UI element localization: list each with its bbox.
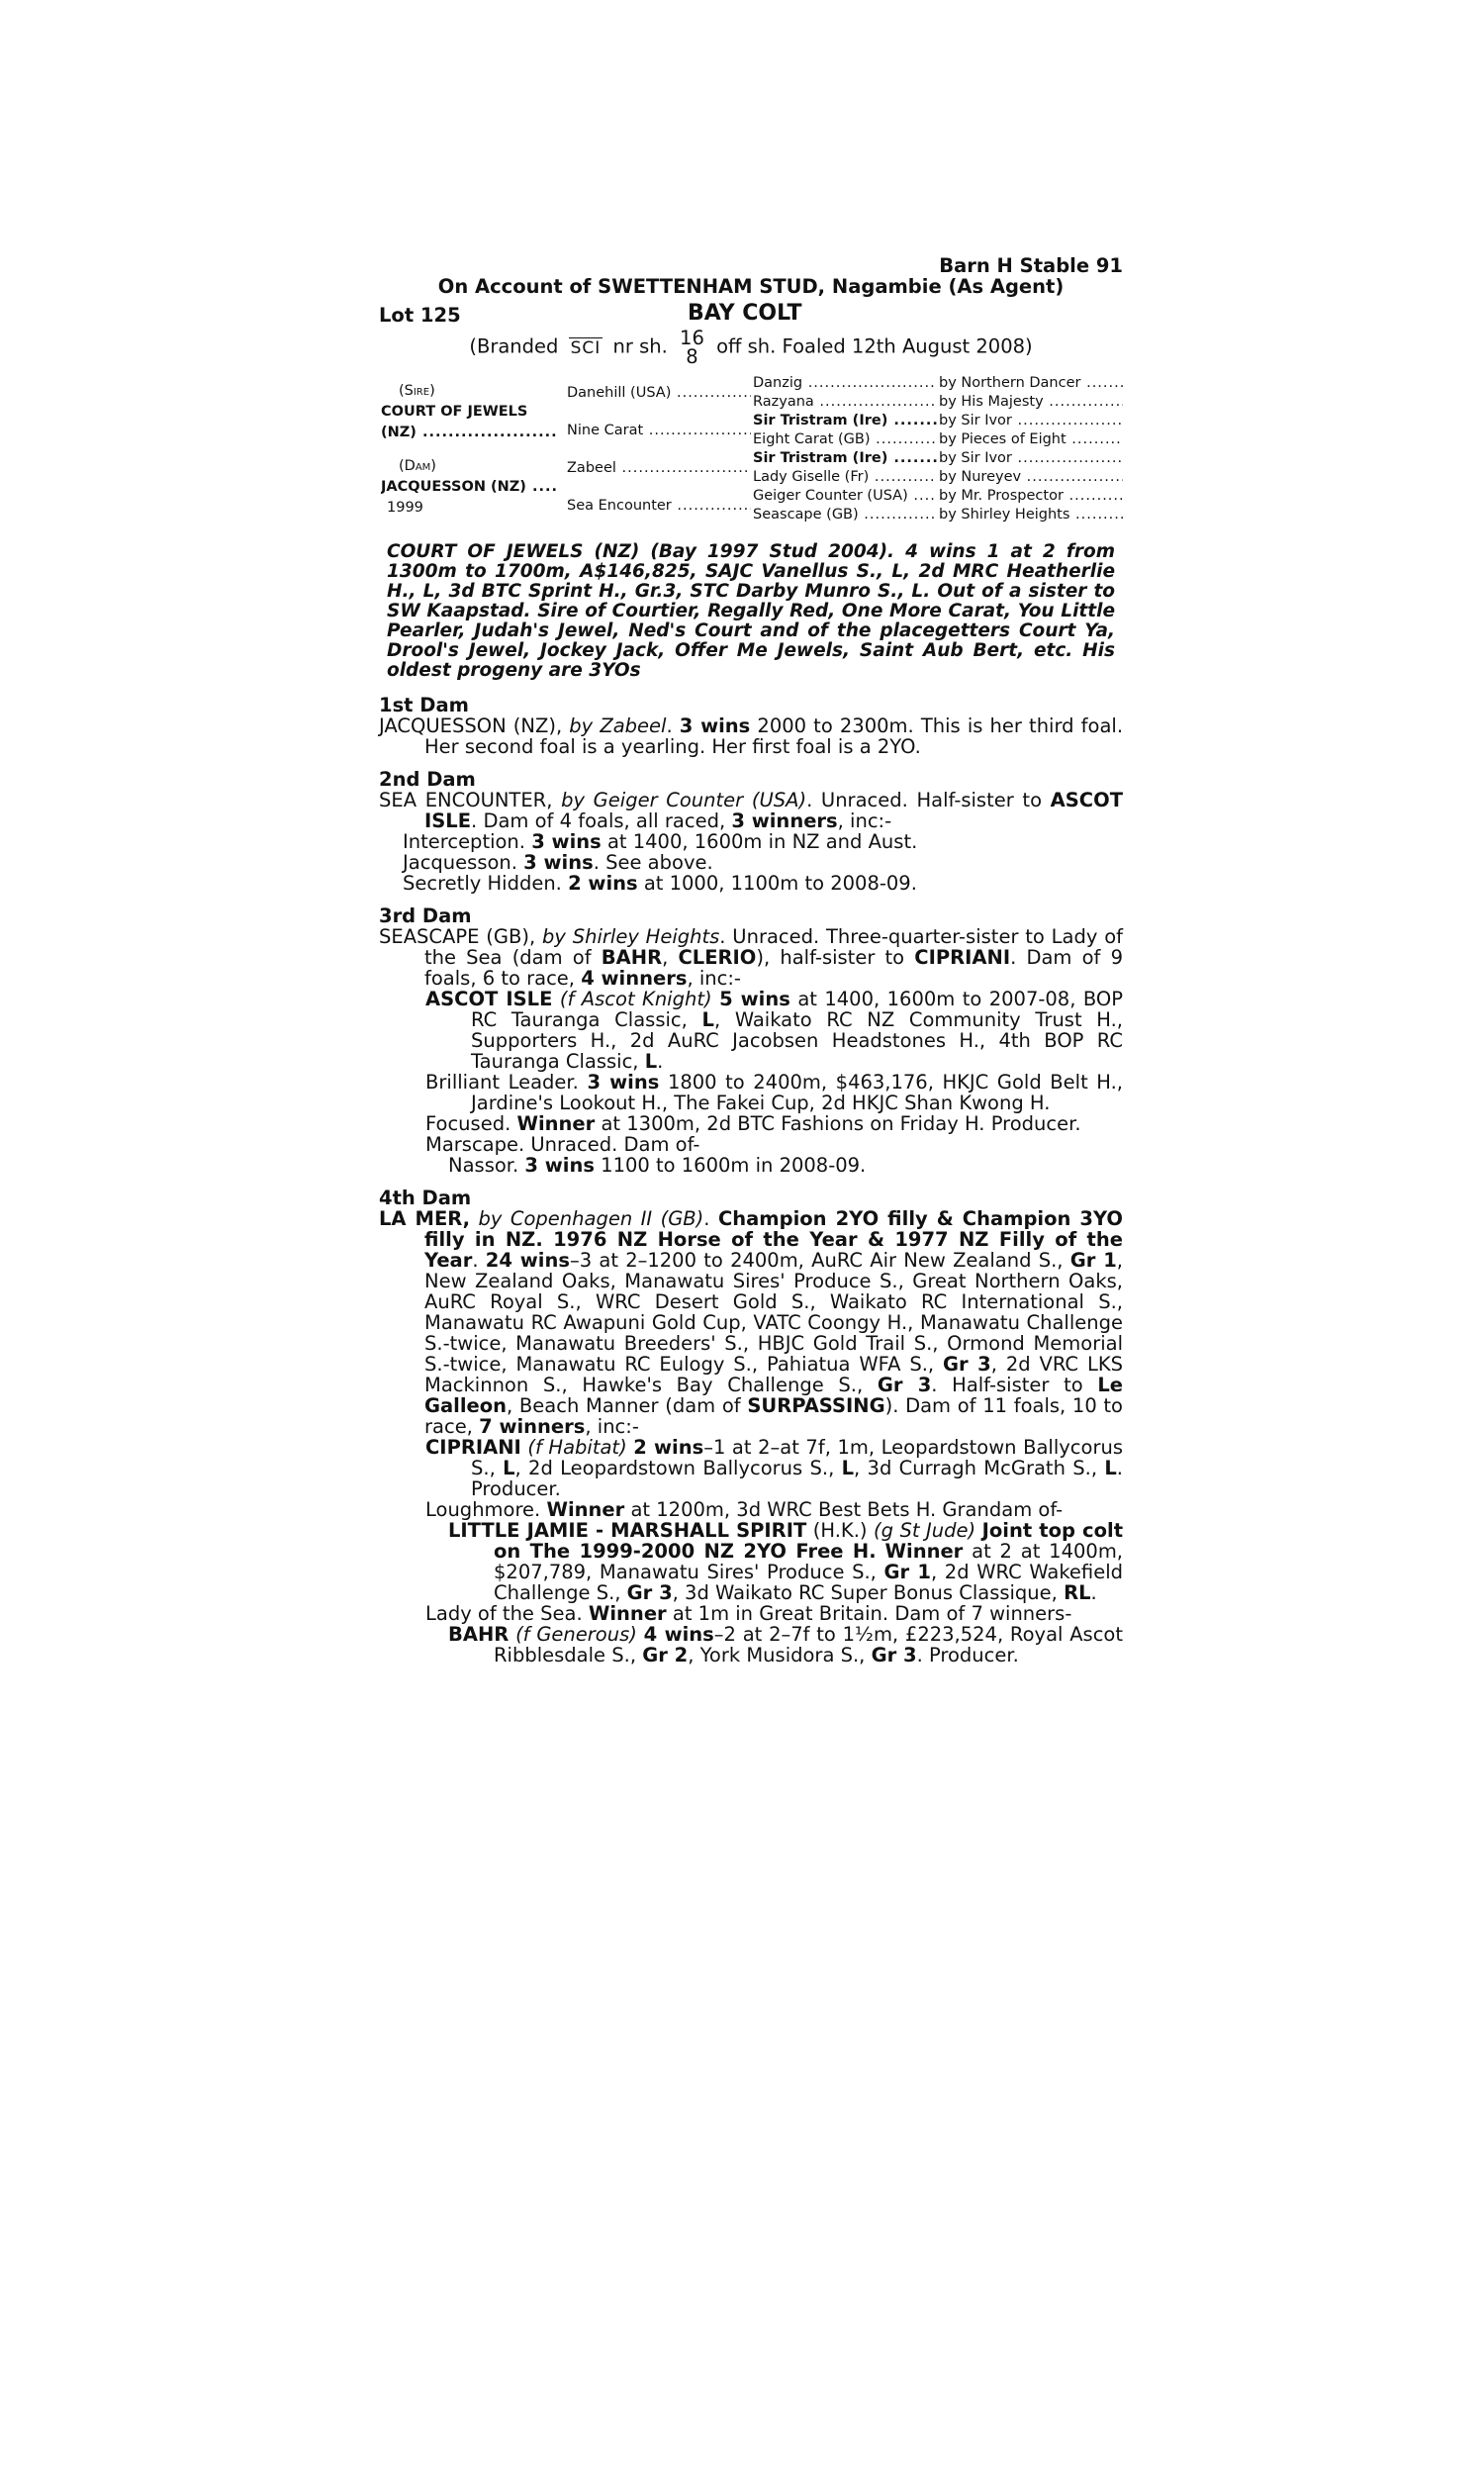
d4-p2-rest: at 1200m, 3d WRC Best Bets H. Grandam of- [630, 1498, 1064, 1521]
d3-p3-rest: at 1300m, 2d BTC Fashions on Friday H. Producer. [601, 1112, 1081, 1135]
branded-nr: nr sh. [612, 334, 668, 358]
d3-inc: , inc:- [687, 967, 741, 990]
d3-name: SEASCAPE (GB), [379, 925, 536, 948]
sire-summary: COURT OF JEWELS (NZ) (Bay 1997 Stud 2004). 4 wins 1 at 2 from 1300m to 1700m, A$146,825, SAJC Vanellus S., L, 2d MRC Heatherlie H., L, 3d BTC Sprint H., Gr.3, STC Darby Munro S., L. Out of a sister to SW Kaapstad. Sire of Courtier, Regally Red, One More Carat, You Little Pearler, Judah's Jewel, Ned's Court and of the placegetters Court Ya, Drool's Jewel, Jockey Jack, Offer Me Jewels, Saint Aub Bert, etc. His oldest progeny are 3YOs [387, 541, 1115, 681]
d2-winners: 3 winners [731, 809, 838, 832]
d2-progeny-1 [379, 831, 1123, 852]
ped-g3-7: Geiger Counter (USA) ..... [753, 488, 937, 504]
ped-g4-8: by Shirley Heights ..... [939, 507, 1123, 523]
third-dam-heading: 3rd Dam [379, 904, 472, 927]
lot-number: Lot 125 [379, 304, 461, 327]
d3-clerio: CLERIO [678, 946, 757, 969]
d4-p3-by: (g St Jude) [874, 1519, 976, 1542]
lot-row [379, 303, 1123, 329]
d4-progeny-3 [379, 1520, 1123, 1603]
d2-inc: , inc:- [837, 809, 892, 832]
sire-country: (NZ) ..... [381, 425, 559, 440]
d4-legalleon: Le Galleon [424, 1374, 1123, 1417]
ped-g3-1: Danzig ..... [753, 375, 937, 391]
d2-p2-rest: . See above. [593, 851, 713, 874]
ped-g2-2: Nine Carat ..... [567, 423, 751, 438]
second-dam-entry [379, 790, 1123, 831]
d4-name: LA MER, [379, 1207, 471, 1230]
account-line: On Account of SWETTENHAM STUD, Nagambie (As Agent) [437, 275, 1065, 298]
ped-g4-4: by Pieces of Eight ..... [939, 431, 1123, 447]
d3-by: by Shirley Heights [542, 925, 720, 948]
d4-p3-top: Joint top colt on The 1999-2000 NZ 2YO Free H. [494, 1519, 1124, 1563]
d4-p2-wins: Winner [546, 1498, 625, 1521]
d4-p5-b: , York Musidora S., [688, 1644, 866, 1666]
ped-g3-2: Razyana ..... [753, 394, 937, 410]
barn-stable: Barn H Stable 91 [939, 254, 1123, 277]
d4-progeny-4 [379, 1603, 1123, 1624]
d4-dot: . [703, 1207, 710, 1230]
second-dam-heading: 2nd Dam [379, 768, 476, 791]
d4-p3-name: LITTLE JAMIE - MARSHALL SPIRIT [448, 1519, 807, 1542]
fourth-dam-entry [379, 1208, 1123, 1437]
d3-p1-a: at 1400, 1600m to 2007-08, BOP RC Tauranga Classic, [471, 988, 1123, 1031]
d4-p4-rest: at 1m in Great Britain. Dam of 7 winners- [672, 1602, 1072, 1625]
d4-c: , 2d VRC LKS Mackinnon S., Hawke's Bay Challenge S., [424, 1353, 1123, 1396]
d3-p1-name: ASCOT ISLE [425, 988, 553, 1010]
d4-a: –3 at 2–1200 to 2400m, AuRC Air New Zealand S., [569, 1249, 1064, 1272]
ped-g2-1: Danehill (USA) ..... [567, 385, 751, 401]
d4-p3-b: , 2d WRC Wakefield Challenge S., [494, 1561, 1124, 1604]
d4-by: by Copenhagen II (GB) [478, 1207, 704, 1230]
d4-p1-by: (f Habitat) [527, 1436, 627, 1459]
d2-p1-rest: at 1400, 1600m in NZ and Aust. [606, 830, 918, 853]
d4-p1-a: –1 at 2–at 7f, 1m, Leopardstown Ballycorus S., [471, 1436, 1123, 1479]
d4-p3-wins: Winner [884, 1540, 964, 1563]
first-dam-entry: JACQUESSON (NZ), by Zabeel. 3 wins 2000 to 2300m. This is her third foal. Her second foal is a yearling. Her first foal is a 2YO. [379, 714, 1124, 758]
d3-progeny-2 [379, 1072, 1123, 1113]
first-dam-heading: 1st Dam [379, 694, 469, 716]
d3-p5-rest: 1100 to 1600m in 2008-09. [601, 1154, 867, 1177]
d2-ascot: ASCOT ISLE [424, 789, 1123, 832]
d4-p1-l1: L [503, 1457, 515, 1479]
d4-d: . Half-sister to [931, 1374, 1083, 1396]
sire-name: COURT OF JEWELS [381, 403, 528, 420]
d2-mid: . Unraced. Half-sister to [806, 789, 1042, 811]
ped-g4-7: by Mr. Prospector ..... [939, 488, 1123, 504]
d3-p3-wins: Winner [516, 1112, 596, 1135]
dam-label: (Dam) [399, 457, 436, 474]
d4-progeny-5 [379, 1624, 1123, 1665]
ped-g4-5: by Sir Ivor ..... [939, 450, 1123, 466]
d4-p1-wins: 2 wins [633, 1436, 704, 1459]
brand-mark: SCI [570, 337, 602, 358]
d3-p1-l2: L [644, 1050, 658, 1073]
d4-e: , Beach Manner (dam of [507, 1394, 741, 1417]
d1-rest: 2000 to 2300m. This is her third foal. Her second foal is a yearling. Her first foal is a 2YO. [424, 714, 1124, 758]
d4-winners: 7 winners [479, 1415, 586, 1438]
sire-cell [379, 374, 565, 449]
d4-inc: , inc:- [585, 1415, 639, 1438]
d3-p2-rest: 1800 to 2400m, $463,176, HKJC Gold Belt H., Jardine's Lookout H., The Fakei Cup, 2d HKJC Shan Kwong H. [471, 1071, 1123, 1114]
brand-line [379, 329, 1123, 368]
d4-p1-l2: L [841, 1457, 855, 1479]
d3-p1-end: . [657, 1050, 664, 1073]
third-dam-entry [379, 926, 1123, 989]
d4-p3-rl: RL [1064, 1581, 1091, 1604]
d2-by: by Geiger Counter (USA) [561, 789, 807, 811]
d4-b: , New Zealand Oaks, Manawatu Sires' Produce S., Great Northern Oaks, AuRC Royal S., WRC Desert Gold S., Waikato RC International S., Manawatu RC Awapuni Gold Cup, VATC Coongy H., Manawatu Challenge S.-twice, Manawatu Breeders' S., HBJC Gold Trail S., Ormond Memorial S.-twice, Manawatu RC Eulogy S., Pahiatua WFA S., [424, 1249, 1123, 1376]
d3-p5-name: Nassor. [448, 1154, 519, 1177]
ped-g4-1: by Northern Dancer ..... [939, 375, 1123, 391]
d4-surpassing: SURPASSING [747, 1394, 885, 1417]
d3-p1-wins: 5 wins [719, 988, 790, 1010]
d3-p1-l1: L [701, 1008, 714, 1031]
d2-p1-wins: 3 wins [531, 830, 602, 853]
d3-p1-b: , Waikato RC NZ Community Trust H., Supporters H., 2d AuRC Jacobsen Headstones H., 4th BOP RC Tauranga Classic, [471, 1008, 1124, 1073]
d4-f: ). Dam of 11 foals, 10 to race, [424, 1394, 1123, 1438]
d4-p5-wins: 4 wins [643, 1623, 714, 1646]
ped-g3-5: Sir Tristram (Ire) ..... [753, 450, 937, 466]
d2-p3-rest: at 1000, 1100m to 2008-09. [643, 872, 917, 895]
d4-p5-gr3: Gr 3 [871, 1644, 917, 1666]
d4-gr3b: Gr 3 [877, 1374, 932, 1396]
d4-p3-gr3: Gr 3 [626, 1581, 673, 1604]
d2-p1-name: Interception. [403, 830, 525, 853]
d4-p1-c: , 3d Curragh McGrath S., [854, 1457, 1098, 1479]
dam-year: 1999 [387, 499, 423, 516]
d2-progeny-2 [379, 852, 1123, 873]
ped-g4-3: by Sir Ivor ..... [939, 413, 1123, 428]
d3-p2-wins: 3 wins [587, 1071, 660, 1094]
d4-p3-c: , 3d Waikato RC Super Bonus Classique, [672, 1581, 1058, 1604]
d4-p3-end: . [1090, 1581, 1097, 1604]
d4-dot2: . [472, 1249, 479, 1272]
ped-g2-4: Sea Encounter ..... [567, 498, 751, 514]
d3-winners: 4 winners [581, 967, 688, 990]
dam-cell [379, 449, 565, 524]
d2-p3-name: Secretly Hidden. [403, 872, 562, 895]
d4-wins: 24 wins [485, 1249, 570, 1272]
d3-progeny-4: Marscape. Unraced. Dam of- [425, 1133, 700, 1156]
d3-bahr: BAHR [601, 946, 663, 969]
d4-p1-l3: L [1104, 1457, 1117, 1479]
brand-fraction [680, 329, 704, 366]
d3-progeny-1 [379, 989, 1123, 1072]
branded-prefix: (Branded [469, 334, 559, 358]
d4-p1-b: , 2d Leopardstown Ballycorus S., [514, 1457, 835, 1479]
d4-gr1: Gr 1 [1069, 1249, 1117, 1272]
ped-g3-8: Seascape (GB) ..... [753, 507, 937, 523]
d3-progeny-5 [379, 1155, 1123, 1176]
pedigree-table [379, 374, 1123, 524]
sire-label: (Sire) [399, 382, 435, 399]
d4-p3-a: at 2 at 1400m, $207,789, Manawatu Sires' Produce S., [494, 1540, 1124, 1583]
d3-comma: , [662, 946, 669, 969]
d4-p5-name: BAHR [448, 1623, 510, 1646]
d4-progeny-2 [379, 1499, 1123, 1520]
d2-name: SEA ENCOUNTER, [379, 789, 553, 811]
d4-p1-end: . Producer. [471, 1457, 1123, 1500]
d1-by: by Zabeel [569, 714, 667, 737]
ped-g3-6: Lady Giselle (Fr) ..... [753, 469, 937, 485]
d4-gr3a: Gr 3 [943, 1353, 991, 1376]
fourth-dam-heading: 4th Dam [379, 1187, 472, 1209]
d3-p5-wins: 3 wins [524, 1154, 595, 1177]
d2-dam: . Dam of 4 foals, all raced, [471, 809, 726, 832]
d3-p2-name: Brilliant Leader. [425, 1071, 579, 1094]
d4-progeny-1 [379, 1437, 1123, 1499]
d4-p5-a: –2 at 2–7f to 1½m, £223,524, Royal Ascot Ribblesdale S., [494, 1623, 1124, 1666]
ped-g3-4: Eight Carat (GB) ..... [753, 431, 937, 447]
d3-cipriani: CIPRIANI [914, 946, 1011, 969]
ped-g2-3: Zabeel ..... [567, 460, 751, 476]
d4-p4-wins: Winner [588, 1602, 667, 1625]
d3-p1-by: (f Ascot Knight) [559, 988, 712, 1010]
d3-b: ), half-sister to [756, 946, 905, 969]
d4-p5-gr2: Gr 2 [642, 1644, 689, 1666]
d2-p3-wins: 2 wins [568, 872, 638, 895]
d4-p2-name: Loughmore. [425, 1498, 541, 1521]
d2-p2-name: Jacquesson. [403, 851, 517, 874]
d1-wins: 3 wins [679, 714, 751, 737]
dam-name: JACQUESSON (NZ) ..... [381, 479, 559, 495]
horse-title: BAY COLT [688, 301, 802, 326]
d4-p1-name: CIPRIANI [425, 1436, 521, 1459]
ped-g4-6: by Nureyev ..... [939, 469, 1123, 485]
branded-suffix: off sh. Foaled 12th August 2008) [716, 334, 1033, 358]
d4-p5-end: . Producer. [916, 1644, 1019, 1666]
ped-g3-3: Sir Tristram (Ire) ..... [753, 413, 937, 428]
ped-g4-2: by His Majesty ..... [939, 394, 1123, 410]
d4-p3-hk: (H.K.) [812, 1519, 868, 1542]
d1-name: JACQUESSON (NZ), [379, 714, 563, 737]
catalogue-page [379, 255, 1123, 1665]
d3-progeny-3 [379, 1113, 1123, 1134]
d2-progeny-3 [379, 873, 1123, 894]
d3-c: . Dam of 9 foals, 6 to race, [424, 946, 1123, 990]
d3-a: . Unraced. Three-quarter-sister to Lady of the Sea (dam of [424, 925, 1124, 969]
d4-p3-gr1: Gr 1 [883, 1561, 931, 1583]
d4-champ: Champion 2YO filly & Champion 3YO filly in NZ. 1976 NZ Horse of the Year & 1977 NZ Filly of the Year [424, 1207, 1123, 1272]
d2-p2-wins: 3 wins [523, 851, 594, 874]
d4-p4-name: Lady of the Sea. [425, 1602, 583, 1625]
d3-p3-name: Focused. [425, 1112, 511, 1135]
brand-num-top: 16 [680, 327, 704, 349]
brand-num-bottom: 8 [686, 345, 698, 368]
d4-p5-by: (f Generous) [515, 1623, 637, 1646]
